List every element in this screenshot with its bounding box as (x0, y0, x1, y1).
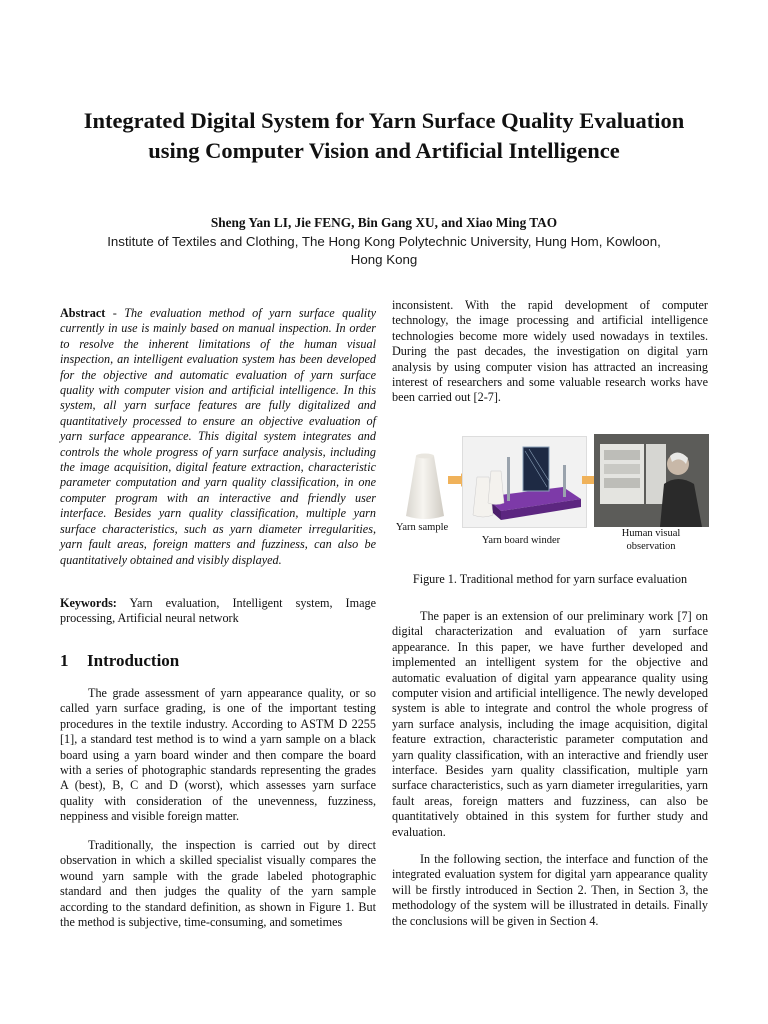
human-visual-observation-image (594, 434, 709, 527)
keywords-text: Yarn evaluation, Intelligent system, Image processing, Artificial neural network (60, 596, 376, 626)
paragraph-text: The grade assessment of yarn appearance quality, or so called yarn surface grading, is one of the important testing procedures in the textile industry. According to ASTM D 2255 [1], a standard test method is to wind a yarn sample on a black board using a yarn board winder and then compare the board with a series of photographic standards representing the grades A (best), B, C and D (worst), which assesses yarn surface quality with consideration of the unevenness, fuzziness, neppiness and visible foreign matter. (60, 686, 376, 824)
affiliation: Institute of Textiles and Clothing, The Hong Kong Polytechnic University, Hung Hom, Kowloon, Hong Kong (107, 234, 661, 267)
intro-paragraph-2 (60, 838, 376, 930)
human-observation-label: Human visual observation (621, 528, 681, 552)
abstract-label: Abstract (60, 306, 106, 320)
author-list: Sheng Yan LI, Jie FENG, Bin Gang XU, and Xiao Ming TAO (210, 215, 558, 230)
paragraph-text: inconsistent. With the rapid development of computer technology, the image processing and artificial intelligence technologies become more widely used nowadays in textiles. During the past decades, the investigation on digital yarn analysis by using computer vision has attracted an increasing interest of researchers and some valuable research works have been carried out [2-7]. (392, 298, 708, 405)
yarn-sample-image (400, 452, 450, 522)
section-title: Introduction (87, 651, 180, 670)
intro-paragraph-1 (60, 686, 376, 825)
keywords-label: Keywords: (60, 596, 117, 610)
right-paragraph-3 (392, 852, 708, 929)
abstract (60, 306, 376, 568)
section-heading-introduction (60, 651, 179, 671)
figure-caption: Figure 1. Traditional method for yarn surface evaluation (412, 572, 688, 586)
yarn-sample-label: Yarn sample (395, 522, 449, 533)
figure-1 (392, 430, 712, 562)
paragraph-text: The paper is an extension of our preliminary work [7] on digital characterization and evaluation of yarn surface appearance. In this paper, we have further developed and implemented an intelligent system for the objective and automatic evaluation of digital yarn appearance quality using computer vision and artificial intelligence. The newly developed system is able to integrate and control the whole progress of yarn surface analysis, including the image acquisition, digital feature extraction, characteristic parameter computation and yarn quality classification, with an interactive and friendly user interface. Besides yarn quality classification, multiple yarn surface characteristics, such as yarn diameter irregularities, yarn fault areas, foreign matters and fuzziness, can also be quantitatively obtained in this system for further study and evaluation. (392, 609, 708, 839)
arrow-right-icon (448, 476, 461, 484)
paragraph-text: In the following section, the interface and function of the integrated evaluation system for digital yarn appearance quality will be firstly introduced in Section 2. Then, in Section 3, the methodology of the system will be illustrated in details. Finally the conclusions will be given in Section 4. (392, 852, 708, 928)
right-paragraph-2 (392, 609, 708, 840)
keywords (60, 596, 376, 627)
paragraph-text: Traditionally, the inspection is carried out by direct observation in which a skilled specialist visually compares the wound yarn sample with the grade labeled photographic standard and then judges the quality of the yarn sample according to the standard definition, as shown in Figure 1. But the method is subjective, time-consuming, and sometimes (60, 838, 376, 930)
board-winder-label: Yarn board winder (481, 535, 561, 546)
right-paragraph-1 (392, 298, 708, 406)
abstract-text: - The evaluation method of yarn surface quality currently in use is mainly based on manual inspection. In order to resolve the inherent limitations of the human visual inspection, an intelligent evaluation system has been developed for the objective and automatic evaluation of yarn surface quality with computer vision and artificial intelligence. In this system, all yarn surface features are fully digitalized and quantitatively processed to ensure an objective evaluation of yarn surface appearance. This digital system integrates and controls the whole progress of yarn surface analysis, including the image acquisition, digital feature extraction, characteristic parameter computation and yarn quality classification, in one computer program with an interactive and friendly user interface. Besides yarn quality classification, multiple yarn surface characteristics, such as yarn diameter irregularities, yarn fault areas, foreign matters and fuzziness, can also be quantitatively obtained and visibly displayed. (60, 306, 376, 567)
yarn-board-winder-image (462, 436, 587, 528)
paper-title: Integrated Digital System for Yarn Surface Quality Evaluation using Computer Vision and Artificial Intelligence (83, 108, 685, 163)
section-number: 1 (60, 651, 69, 670)
